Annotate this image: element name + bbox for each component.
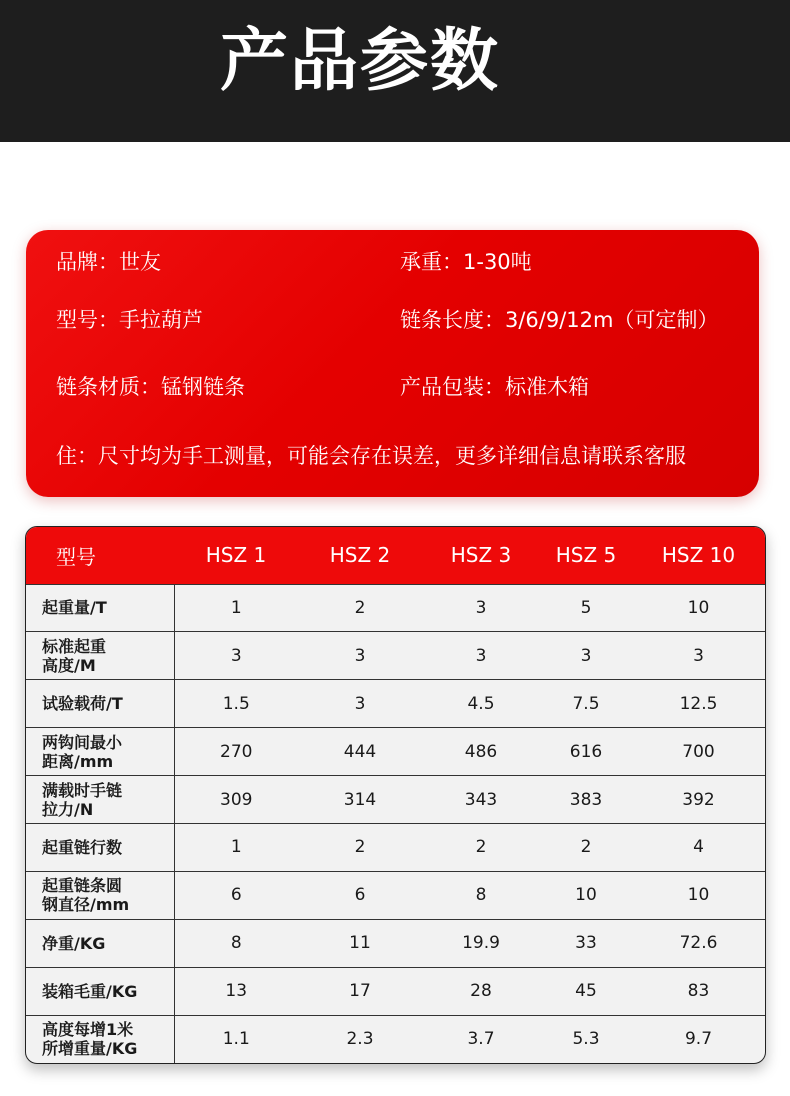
table-cell: 12.5 xyxy=(632,680,765,728)
table-cell: 2 xyxy=(540,823,632,871)
chain-material-value: 锰钢链条 xyxy=(161,375,245,399)
table-cell: 10 xyxy=(540,871,632,919)
chain-material-label: 链条材质： xyxy=(56,375,161,399)
table-cell: 8 xyxy=(422,871,540,919)
row-label-line: 两钩间最小 xyxy=(42,732,123,752)
model-field xyxy=(56,305,203,335)
load-value: 1-30吨 xyxy=(463,250,532,274)
package-label: 产品包装： xyxy=(400,375,505,399)
table-cell: 8 xyxy=(174,919,298,967)
table-cell: 33 xyxy=(540,919,632,967)
row-label-line: 标准起重 xyxy=(42,636,107,656)
table-cell: 19.9 xyxy=(422,919,540,967)
row-label-line: 起重链行数 xyxy=(42,837,123,857)
row-label-line: 净重/KG xyxy=(42,933,106,953)
load-field xyxy=(400,247,532,277)
table-cell: 6 xyxy=(298,871,422,919)
table-cell: 4.5 xyxy=(422,680,540,728)
table-row xyxy=(26,584,765,632)
row-label-line: 高度每增1米 xyxy=(42,1020,134,1040)
table-cell: 5.3 xyxy=(540,1015,632,1063)
table-cell: 9.7 xyxy=(632,1015,765,1063)
table-cell: 2 xyxy=(298,823,422,871)
chain-length-label: 链条长度： xyxy=(400,308,505,332)
package-field xyxy=(400,372,589,402)
row-label xyxy=(26,871,174,919)
spec-table xyxy=(25,526,766,1064)
table-cell: 1.1 xyxy=(174,1015,298,1063)
table-cell: 309 xyxy=(174,776,298,824)
row-label xyxy=(26,776,174,824)
row-label xyxy=(26,584,174,632)
row-label-line: 所增重量/KG xyxy=(42,1039,138,1059)
brand-label: 品牌： xyxy=(56,250,119,274)
table-row xyxy=(26,871,765,919)
table-cell: 83 xyxy=(632,967,765,1015)
header-hsz3: HSZ 3 xyxy=(450,543,512,568)
brand-field xyxy=(56,247,161,277)
package-value: 标准木箱 xyxy=(505,375,589,399)
row-label xyxy=(26,967,174,1015)
row-label xyxy=(26,728,174,776)
table-cell: 2 xyxy=(298,584,422,632)
table-row xyxy=(26,823,765,871)
table-cell: 1 xyxy=(174,584,298,632)
table-cell: 2 xyxy=(422,823,540,871)
row-label-line: 起重链条圆 xyxy=(42,876,123,896)
row-label xyxy=(26,632,174,680)
table-cell: 11 xyxy=(298,919,422,967)
row-label xyxy=(26,919,174,967)
row-label-line: 拉力/N xyxy=(42,799,94,819)
table-cell: 314 xyxy=(298,776,422,824)
table-cell: 7.5 xyxy=(540,680,632,728)
row-label-line: 满载时手链 xyxy=(42,780,123,800)
table-cell: 10 xyxy=(632,584,765,632)
row-label xyxy=(26,680,174,728)
chain-material-field xyxy=(56,372,245,402)
row-label-line: 高度/M xyxy=(42,655,96,675)
row-label xyxy=(26,1015,174,1063)
table-header-row xyxy=(26,527,765,584)
brand-value: 世友 xyxy=(119,250,161,274)
table-row xyxy=(26,919,765,967)
table-cell: 28 xyxy=(422,967,540,1015)
table-row xyxy=(26,776,765,824)
table-cell: 3 xyxy=(422,632,540,680)
measurement-note: 住：尺寸均为手工测量，可能会存在误差，更多详细信息请联系客服 xyxy=(56,444,686,468)
table-cell: 3 xyxy=(298,680,422,728)
row-label-line: 起重量/T xyxy=(42,598,107,618)
row-label-line: 距离/mm xyxy=(42,751,114,771)
table-cell: 4 xyxy=(632,823,765,871)
table-cell: 3 xyxy=(632,632,765,680)
model-value: 手拉葫芦 xyxy=(119,308,203,332)
table-cell: 5 xyxy=(540,584,632,632)
table-row xyxy=(26,1015,765,1063)
page-header xyxy=(0,0,790,142)
model-label: 型号： xyxy=(56,308,119,332)
row-label xyxy=(26,823,174,871)
table-cell: 616 xyxy=(540,728,632,776)
table-cell: 392 xyxy=(632,776,765,824)
table-cell: 486 xyxy=(422,728,540,776)
table-cell: 270 xyxy=(174,728,298,776)
table-row xyxy=(26,967,765,1015)
product-info-card xyxy=(26,230,759,497)
table-cell: 3 xyxy=(298,632,422,680)
table-row xyxy=(26,728,765,776)
table-cell: 72.6 xyxy=(632,919,765,967)
row-label-line: 装箱毛重/KG xyxy=(42,981,138,1001)
table-cell: 1 xyxy=(174,823,298,871)
header-hsz1: HSZ 1 xyxy=(205,543,267,568)
chain-length-value: 3/6/9/12m（可定制） xyxy=(505,308,719,332)
table-cell: 3 xyxy=(174,632,298,680)
table-cell: 343 xyxy=(422,776,540,824)
table-cell: 3 xyxy=(422,584,540,632)
table-cell: 45 xyxy=(540,967,632,1015)
table-cell: 17 xyxy=(298,967,422,1015)
table-cell: 6 xyxy=(174,871,298,919)
row-label-line: 钢直径/mm xyxy=(42,895,130,915)
row-label-line: 试验载荷/T xyxy=(42,694,123,714)
page-title: 产品参数 xyxy=(220,22,501,101)
table-cell: 13 xyxy=(174,967,298,1015)
chain-length-field xyxy=(400,305,719,335)
header-hsz5: HSZ 5 xyxy=(555,543,617,568)
table-cell: 3.7 xyxy=(422,1015,540,1063)
table-cell: 383 xyxy=(540,776,632,824)
table-cell: 10 xyxy=(632,871,765,919)
table-row xyxy=(26,680,765,728)
header-hsz2: HSZ 2 xyxy=(329,543,391,568)
table-cell: 444 xyxy=(298,728,422,776)
header-model: 型号 xyxy=(56,544,96,569)
table-cell: 1.5 xyxy=(174,680,298,728)
table-cell: 3 xyxy=(540,632,632,680)
header-hsz10: HSZ 10 xyxy=(661,543,736,568)
load-label: 承重： xyxy=(400,250,463,274)
table-cell: 700 xyxy=(632,728,765,776)
table-row xyxy=(26,632,765,680)
table-cell: 2.3 xyxy=(298,1015,422,1063)
